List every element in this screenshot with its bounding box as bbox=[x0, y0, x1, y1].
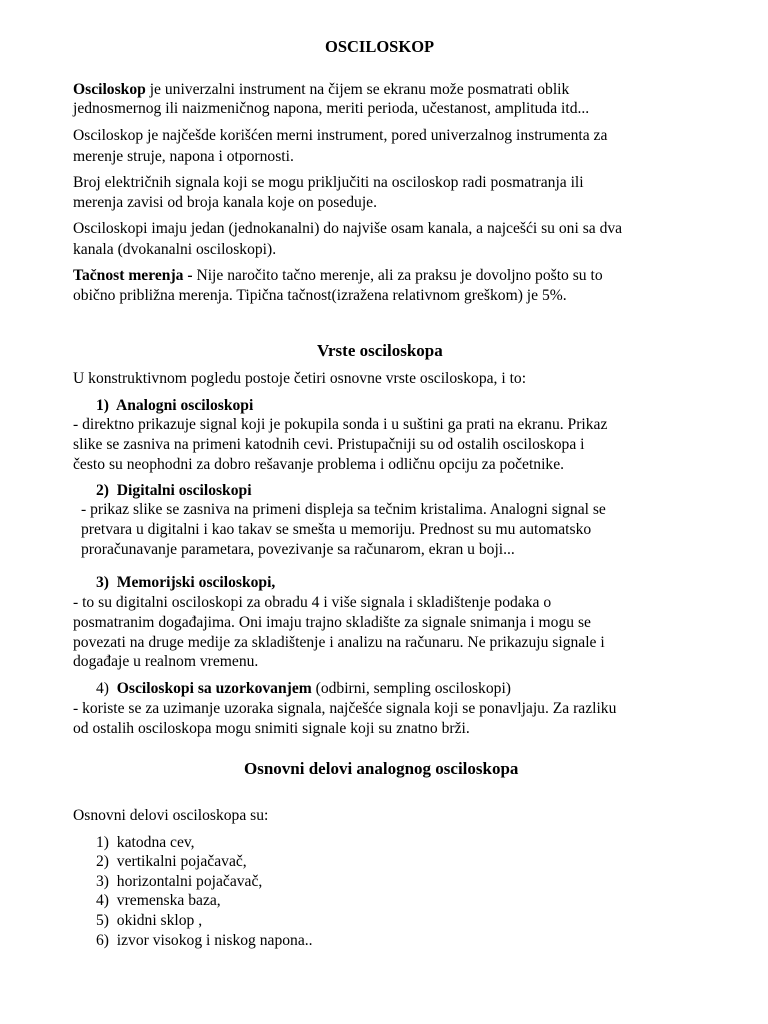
analogni-line-1: - direktno prikazuje signal koji je pokupila sonda i u suštini ga prati na ekranu. Prikaz bbox=[73, 416, 608, 433]
term-tacnost-merenja: Tačnost merenja - bbox=[73, 267, 193, 284]
document-title: OSCILOSKOP bbox=[325, 37, 435, 56]
term-osciloskop: Osciloskop bbox=[73, 81, 146, 98]
intro-paragraph-2-line-1: Osciloskop je najčešde korišćen merni instrument, pored univerzalnog instrumenta za bbox=[73, 127, 608, 144]
section-heading-delovi: Osnovni delovi analognog osciloskopa bbox=[244, 759, 519, 778]
section-intro-vrste: U konstruktivnom pogledu postoje četiri osnovne vrste osciloskopa, i to: bbox=[73, 370, 527, 387]
list-item: 2) vertikalni pojačavač, bbox=[96, 853, 247, 870]
section-intro-delovi: Osnovni delovi osciloskopa su: bbox=[73, 807, 269, 824]
memorijski-line-4: događaje u realnom vremenu. bbox=[73, 653, 259, 670]
digitalni-line-2: pretvara u digitalni i kao takav se smešta u memoriju. Prednost su mu automatsko bbox=[81, 521, 592, 538]
memorijski-line-1: - to su digitalni osciloskopi za obradu 4 i više signala i skladištenje podaka o bbox=[73, 594, 552, 611]
analogni-line-3: često su neophodni za dobro rešavanje problema i odličnu opciju za početnike. bbox=[73, 456, 565, 473]
uzorkovanje-line-2: od ostalih osciloskopa mogu snimiti signale koji su znatno brži. bbox=[73, 720, 470, 737]
intro-paragraph-3-line-2: merenja zavisi od broja kanala koje on poseduje. bbox=[73, 194, 377, 211]
memorijski-line-2: posmatranim događajima. Oni imaju trajno skladište za signale snimanja i mogu se bbox=[73, 614, 591, 631]
subsection-title-analogni: 1) Analogni osciloskopi bbox=[96, 397, 254, 414]
section-heading-vrste: Vrste osciloskopa bbox=[317, 341, 443, 360]
list-item: 6) izvor visokog i niskog napona.. bbox=[96, 932, 313, 949]
list-item: 3) horizontalni pojačavač, bbox=[96, 873, 263, 890]
intro-paragraph-4-line-2: kanala (dvokanalni osciloskopi). bbox=[73, 241, 277, 258]
intro-paragraph-1-line-1: Osciloskop je univerzalni instrument na čijem se ekranu može posmatrati oblik bbox=[73, 81, 570, 98]
digitalni-line-3: proračunavanje parametara, povezivanje sa računarom, ekran u boji... bbox=[81, 541, 515, 558]
analogni-line-2: slike se zasniva na primeni katodnih cevi. Pristupačniji su od ostalih osciloskopa i bbox=[73, 436, 585, 453]
intro-paragraph-5-line-2: obično približna merenja. Tipična tačnost(izražena relativnom greškom) je 5%. bbox=[73, 287, 567, 304]
subsection-title-memorijski: 3) Memorijski osciloskopi, bbox=[96, 574, 276, 591]
list-item: 5) okidni sklop , bbox=[96, 912, 203, 929]
intro-paragraph-3-line-1: Broj električnih signala koji se mogu priključiti na osciloskop radi posmatranja ili bbox=[73, 174, 584, 191]
uzorkovanje-line-1: - koriste se za uzimanje uzoraka signala, najčešće signala koji se ponavljaju. Za razliku bbox=[73, 700, 617, 717]
list-item: 4) vremenska baza, bbox=[96, 892, 221, 909]
intro-paragraph-2-line-2: merenje struje, napona i otpornosti. bbox=[73, 148, 294, 165]
memorijski-line-3: povezati na druge medije za skladištenje i analizu na računaru. Ne prikazuju signale i bbox=[73, 634, 605, 651]
digitalni-line-1: - prikaz slike se zasniva na primeni displeja sa tečnim kristalima. Analogni signal se bbox=[81, 501, 606, 518]
intro-paragraph-1-line-2: jednosmernog ili naizmeničnog napona, meriti perioda, učestanost, amplituda itd... bbox=[73, 100, 590, 117]
subsection-title-uzorkovanje: 4) Osciloskopi sa uzorkovanjem (odbirni, sempling osciloskopi) bbox=[96, 680, 511, 697]
subsection-title-digitalni: 2) Digitalni osciloskopi bbox=[96, 482, 252, 499]
intro-paragraph-4-line-1: Osciloskopi imaju jedan (jednokanalni) do najviše osam kanala, a najcešći su oni sa dva bbox=[73, 220, 623, 237]
intro-paragraph-5-line-1: Tačnost merenja - Nije naročito tačno merenje, ali za praksu je dovoljno pošto su to bbox=[73, 267, 603, 284]
list-item: 1) katodna cev, bbox=[96, 834, 195, 851]
